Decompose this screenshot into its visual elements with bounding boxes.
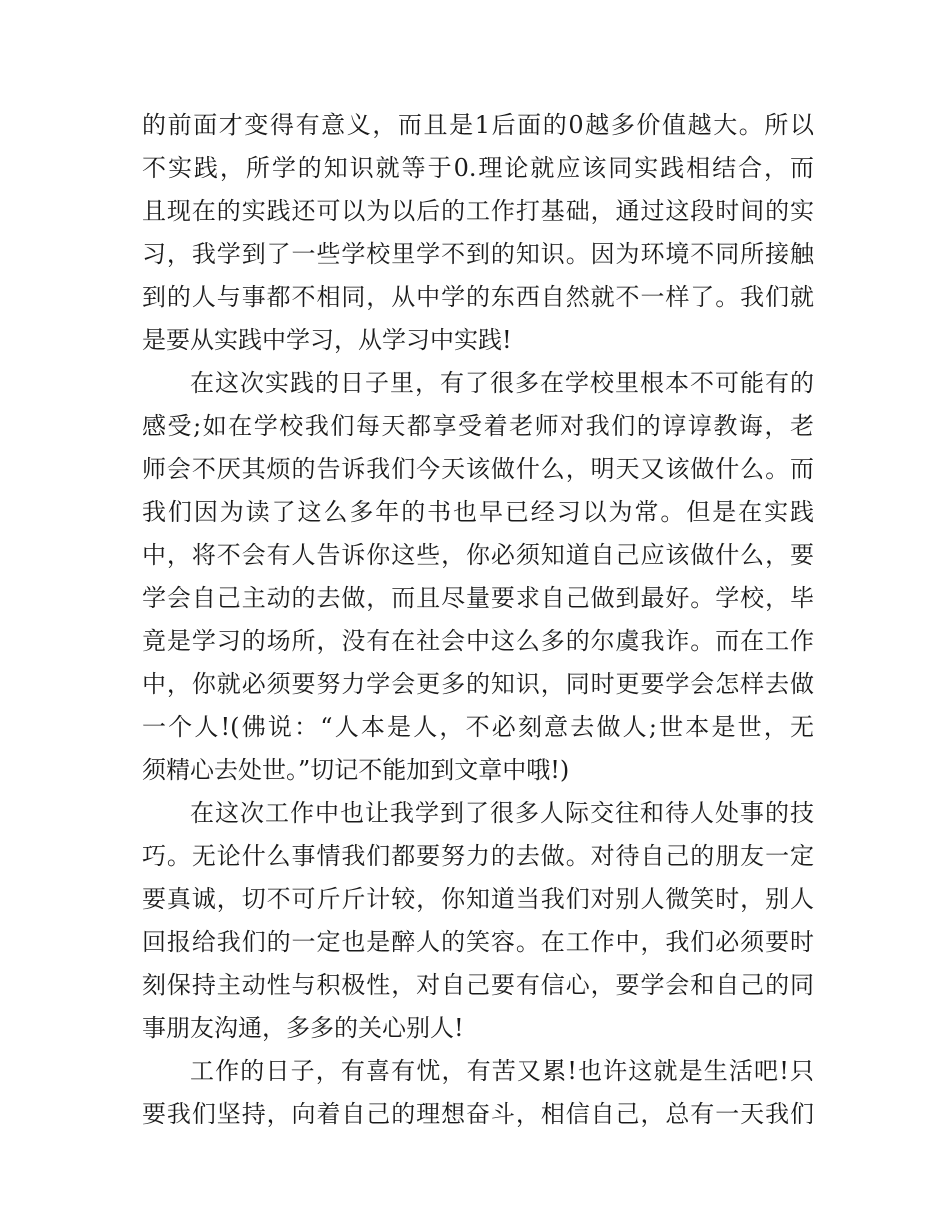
text-line: 回报给我们的一定也是醉人的笑容。在工作中，我们必须要时 [142, 928, 814, 956]
text-line: 要我们坚持，向着自己的理想奋斗，相信自己，总有一天我们 [142, 1100, 814, 1128]
text-line: 中，将不会有人告诉你这些，你必须知道自己应该做什么，要 [142, 541, 814, 569]
text-line: 学会自己主动的去做，而且尽量要求自己做到最好。学校，毕 [142, 584, 814, 612]
text-line: 师会不厌其烦的告诉我们今天该做什么，明天又该做什么。而 [142, 455, 814, 483]
paragraph-4 [142, 1050, 814, 1136]
text-line: 刻保持主动性与积极性，对自己要有信心，要学会和自己的同 [142, 971, 814, 999]
text-line: 要真诚，切不可斤斤计较，你知道当我们对别人微笑时，别人 [142, 885, 814, 913]
text-line: 一个人!(佛说：“人本是人，不必刻意去做人;世本是世，无 [142, 713, 814, 741]
document-body [142, 104, 814, 1136]
paragraph-2 [142, 362, 814, 792]
text-line: 工作的日子，有喜有忧，有苦又累!也许这就是生活吧!只 [190, 1057, 814, 1085]
text-line: 在这次实践的日子里，有了很多在学校里根本不可能有的 [190, 369, 814, 397]
paragraph-1 [142, 104, 814, 362]
text-line: 中，你就必须要努力学会更多的知识，同时更要学会怎样去做 [142, 670, 814, 698]
text-line: 到的人与事都不相同，从中学的东西自然就不一样了。我们就 [142, 283, 814, 311]
text-line: 是要从实践中学习，从学习中实践! [142, 326, 512, 354]
paragraph-3 [142, 792, 814, 1050]
text-line: 在这次工作中也让我学到了很多人际交往和待人处事的技 [190, 799, 814, 827]
text-line: 的前面才变得有意义，而且是1后面的0越多价值越大。所以 [142, 111, 814, 139]
text-line: 竟是学习的场所，没有在社会中这么多的尔虞我诈。而在工作 [142, 627, 814, 655]
text-line: 感受;如在学校我们每天都享受着老师对我们的谆谆教诲，老 [142, 412, 814, 440]
text-line: 我们因为读了这么多年的书也早已经习以为常。但是在实践 [142, 498, 814, 526]
text-line: 事朋友沟通，多多的关心别人! [142, 1014, 464, 1042]
text-line: 且现在的实践还可以为以后的工作打基础，通过这段时间的实 [142, 197, 814, 225]
text-line: 不实践，所学的知识就等于0.理论就应该同实践相结合，而 [142, 154, 814, 182]
text-line: 习，我学到了一些学校里学不到的知识。因为环境不同所接触 [142, 240, 814, 268]
text-line: 巧。无论什么事情我们都要努力的去做。对待自己的朋友一定 [142, 842, 814, 870]
text-line: 须精心去处世。”切记不能加到文章中哦!) [142, 756, 570, 784]
